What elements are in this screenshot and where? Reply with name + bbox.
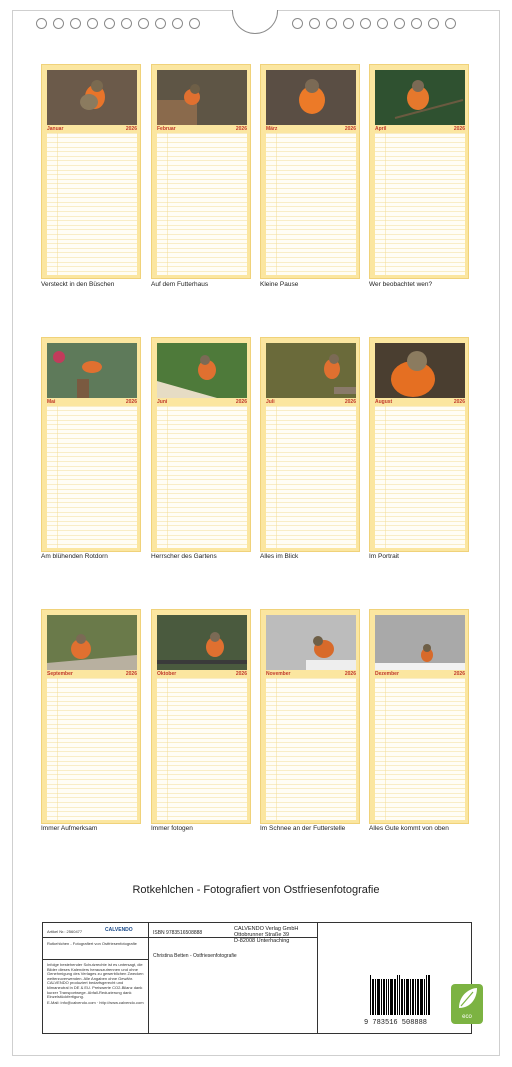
month-caption: Am blühenden Rotdorn bbox=[41, 553, 108, 560]
author-credit: Christina Betten - Ostfriesenfotografie bbox=[153, 953, 237, 959]
month-year: 2026 bbox=[125, 670, 137, 677]
short-title: Rotkehlchen - Fotografiert von Ostfriesenfotografie bbox=[47, 941, 137, 946]
month-year: 2026 bbox=[125, 125, 137, 132]
robin-photo bbox=[375, 343, 465, 398]
month-card-februar bbox=[151, 64, 251, 279]
month-year: 2026 bbox=[344, 670, 356, 677]
month-caption: Wer beobachtet wen? bbox=[369, 281, 433, 288]
day-grid bbox=[266, 133, 356, 275]
imprint-right bbox=[234, 923, 472, 1033]
day-grid bbox=[266, 406, 356, 548]
month-year: 2026 bbox=[453, 125, 465, 132]
robin-photo bbox=[47, 615, 137, 670]
month-year: 2026 bbox=[344, 398, 356, 405]
month-caption: Herrscher des Gartens bbox=[151, 553, 217, 560]
month-caption: Alles im Blick bbox=[260, 553, 299, 560]
robin-photo bbox=[157, 70, 247, 125]
robin-photo bbox=[266, 343, 356, 398]
month-card-juni bbox=[151, 337, 251, 552]
day-grid bbox=[375, 678, 465, 820]
day-grid bbox=[157, 678, 247, 820]
month-card-april bbox=[369, 64, 469, 279]
month-name: April bbox=[375, 125, 387, 132]
robin-photo bbox=[47, 70, 137, 125]
article-number: Artikel Nr.: 2560477 bbox=[47, 929, 83, 934]
month-card-januar bbox=[41, 64, 141, 279]
robin-photo bbox=[375, 615, 465, 670]
month-year: 2026 bbox=[344, 125, 356, 132]
binding-rings-right bbox=[292, 18, 456, 32]
legal-notice: Infolge bestehender Schutzrechte ist es untersagt, die Bilder dieses Kalenders herauszutrennen und ohne Genehmigung des Verlages zu gewerblichen Zwecken weiterzuverwenden. Alle Angaben ohne Gewähr. CALVENDO produziert bedarfsgerecht und klimaneutral in DE & EU. Preiswerte CO2-Bilanz dank kurzer Transportwege. Abfall-Reduzierung dank Einzelstückfertigung. bbox=[47, 962, 144, 1000]
imprint-left bbox=[43, 923, 149, 1033]
month-name: Mai bbox=[47, 398, 56, 405]
month-card-mai bbox=[41, 337, 141, 552]
robin-photo bbox=[375, 70, 465, 125]
calvendo-logo: CALVENDO bbox=[105, 927, 133, 933]
month-year: 2026 bbox=[235, 125, 247, 132]
month-card-august bbox=[369, 337, 469, 552]
eco-leaf-icon bbox=[451, 984, 483, 1024]
month-name: März bbox=[266, 125, 278, 132]
month-caption: Versteckt in den Büschen bbox=[41, 281, 115, 288]
month-year: 2026 bbox=[453, 398, 465, 405]
robin-photo bbox=[157, 615, 247, 670]
day-grid bbox=[266, 678, 356, 820]
month-caption: Im Schnee an der Futterstelle bbox=[260, 825, 346, 832]
month-name: Januar bbox=[47, 125, 64, 132]
eco-label: eco bbox=[462, 1014, 472, 1020]
month-name: Juni bbox=[157, 398, 168, 405]
publisher-street: Ottobrunner Straße 39 bbox=[234, 932, 290, 938]
month-name: Oktober bbox=[157, 670, 177, 677]
calendar-title: Rotkehlchen - Fotografiert von Ostfriesenfotografie bbox=[132, 884, 380, 896]
month-year: 2026 bbox=[125, 398, 137, 405]
month-card-oktober bbox=[151, 609, 251, 824]
day-grid bbox=[157, 133, 247, 275]
month-year: 2026 bbox=[453, 670, 465, 677]
month-card-maerz bbox=[260, 64, 360, 279]
contact-info: E-Mail: info@calvendo.com · http://www.calvendo.com bbox=[47, 1000, 144, 1005]
barcode-digits: 9 783516 508888 bbox=[364, 1019, 428, 1027]
month-caption: Immer fotogen bbox=[151, 825, 193, 832]
month-name: September bbox=[47, 670, 73, 677]
month-name: Dezember bbox=[375, 670, 399, 677]
month-card-dezember bbox=[369, 609, 469, 824]
month-caption: Kleine Pause bbox=[260, 281, 299, 288]
publisher-city: D-82008 Unterhaching bbox=[234, 938, 290, 944]
robin-photo bbox=[266, 70, 356, 125]
day-grid bbox=[375, 133, 465, 275]
month-name: Februar bbox=[157, 125, 176, 132]
publisher-name: CALVENDO Verlag GmbH bbox=[234, 926, 299, 932]
robin-photo bbox=[157, 343, 247, 398]
month-caption: Auf dem Futterhaus bbox=[151, 281, 209, 288]
month-card-november bbox=[260, 609, 360, 824]
publisher-address bbox=[234, 926, 298, 944]
imprint-box bbox=[42, 922, 472, 1034]
month-year: 2026 bbox=[235, 670, 247, 677]
robin-photo bbox=[266, 615, 356, 670]
day-grid bbox=[157, 406, 247, 548]
month-year: 2026 bbox=[235, 398, 247, 405]
day-grid bbox=[47, 406, 137, 548]
isbn: ISBN 9783516508888 bbox=[153, 930, 203, 936]
month-name: August bbox=[375, 398, 393, 405]
month-name: Juli bbox=[266, 398, 275, 405]
month-caption: Alles Gute kommt von oben bbox=[369, 825, 449, 832]
month-name: November bbox=[266, 670, 291, 677]
month-caption: Immer Aufmerksam bbox=[41, 825, 98, 832]
month-card-juli bbox=[260, 337, 360, 552]
day-grid bbox=[47, 133, 137, 275]
robin-photo bbox=[47, 343, 137, 398]
barcode bbox=[370, 975, 450, 1015]
binding-rings-left bbox=[36, 18, 200, 32]
month-card-september bbox=[41, 609, 141, 824]
month-caption: Im Portrait bbox=[369, 553, 399, 560]
day-grid bbox=[375, 406, 465, 548]
day-grid bbox=[47, 678, 137, 820]
